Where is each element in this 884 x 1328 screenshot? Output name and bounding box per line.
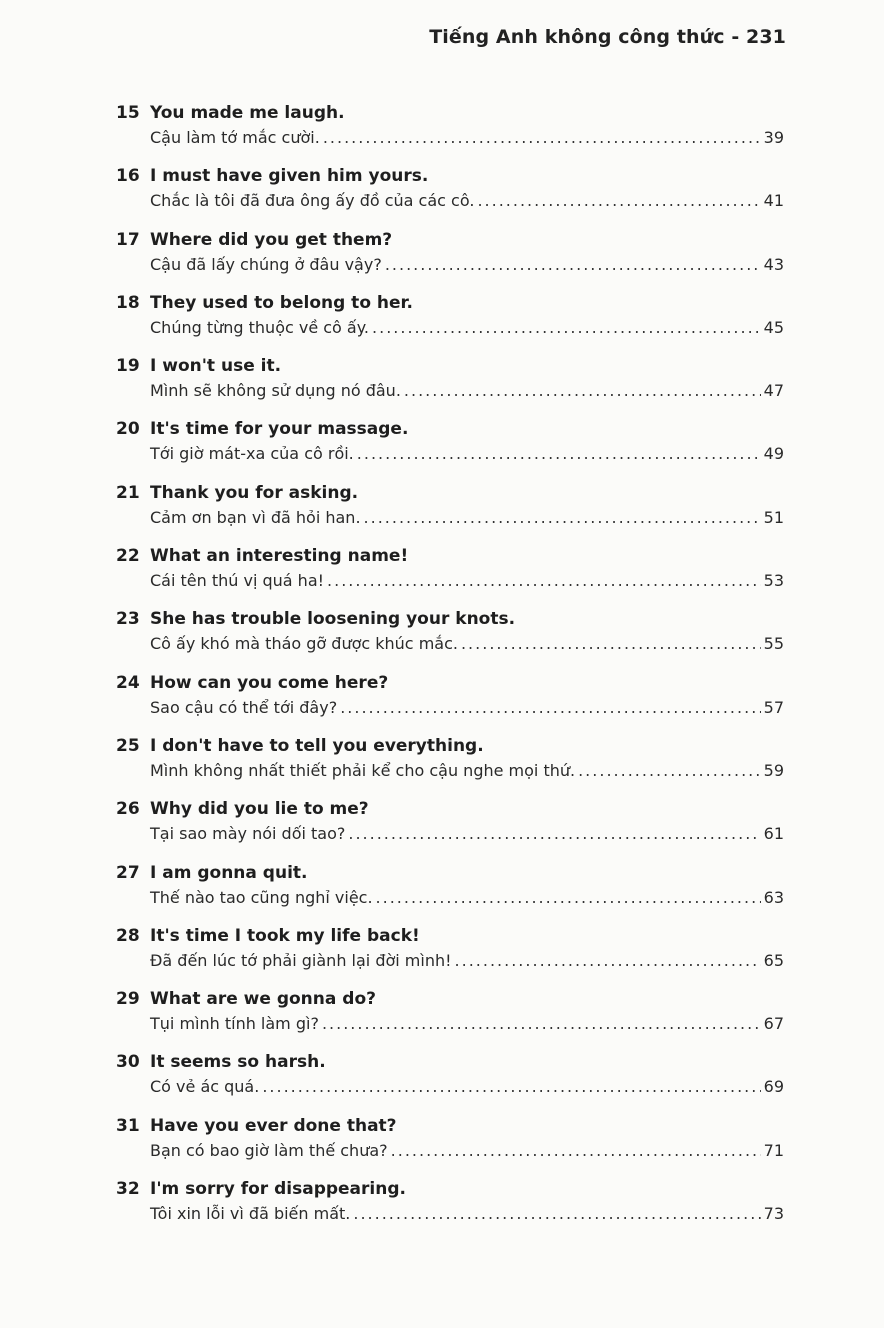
entry-english-title: Have you ever done that? [150,1115,397,1136]
toc-entry[interactable] [116,796,784,859]
entry-vietnamese-row [150,761,784,780]
entry-number: 27 [116,862,140,883]
dot-leader [322,1014,761,1033]
entry-vietnamese-row [150,508,784,527]
entry-english-title: I won't use it. [150,356,282,377]
entry-vietnamese-title: Cô ấy khó mà tháo gỡ được khúc mắc. [150,634,458,654]
toc-entry[interactable] [116,733,784,796]
entry-english-title: Why did you lie to me? [150,799,369,820]
entry-vietnamese-title: Cảm ơn bạn vì đã hỏi han. [150,507,361,527]
entry-vietnamese-title: Mình không nhất thiết phải kể cho cậu nghe mọi thứ. [150,760,576,780]
dot-leader [357,444,761,463]
entry-vietnamese-title: Cậu làm tớ mắc cười. [150,128,320,147]
entry-english-title: You made me laugh. [150,103,345,123]
entry-vietnamese-row [150,951,784,970]
entry-english-title: They used to belong to her. [150,292,413,313]
entry-number: 30 [116,1052,140,1073]
entry-vietnamese-title: Đã đến lúc tớ phải giành lại đời mình! [150,950,452,970]
entry-vietnamese-row [150,255,784,274]
entry-number: 25 [116,735,140,756]
entry-vietnamese-row [150,824,784,843]
entry-english-title: Thank you for asking. [150,482,359,503]
entry-number: 31 [116,1115,140,1136]
page-header: Tiếng Anh không công thức - 231 [429,26,786,48]
entry-number: 29 [116,989,140,1010]
dot-leader [323,128,761,147]
entry-page-number: 59 [763,760,784,780]
toc-entry[interactable] [116,163,784,226]
toc-entry[interactable] [116,1049,784,1112]
entry-number: 24 [116,672,140,693]
dot-leader [455,951,761,970]
entry-vietnamese-row [150,318,784,337]
entry-vietnamese-row [150,381,784,400]
entry-english-title: What an interesting name! [150,546,409,567]
toc-entry[interactable] [116,353,784,416]
entry-vietnamese-row [150,698,784,717]
entry-number: 15 [116,103,140,123]
entry-number: 21 [116,482,140,503]
dot-leader [578,761,761,780]
toc-entry[interactable] [116,923,784,986]
entry-page-number: 57 [763,697,784,717]
entry-page-number: 73 [763,1204,784,1224]
dot-leader [404,381,761,400]
entry-english-title: I am gonna quit. [150,862,308,883]
entry-number: 18 [116,292,140,313]
toc-entry[interactable] [116,1176,784,1239]
entry-english-title: I don't have to tell you everything. [150,735,484,756]
entry-page-number: 61 [763,824,784,844]
toc-entry[interactable] [116,100,784,163]
dot-leader [353,1204,760,1223]
entry-page-number: 53 [763,571,784,591]
entry-english-title: It seems so harsh. [150,1052,326,1073]
entry-number: 20 [116,419,140,440]
entry-vietnamese-row [150,444,784,463]
dot-leader [327,571,761,590]
entry-page-number: 55 [763,634,784,654]
toc-entry[interactable] [116,227,784,290]
toc-entry[interactable] [116,416,784,479]
toc-entry[interactable] [116,1113,784,1176]
entry-vietnamese-title: Tại sao mày nói dối tao? [150,824,346,844]
entry-vietnamese-title: Tôi xin lỗi vì đã biến mất. [150,1204,351,1224]
entry-vietnamese-title: Có vẻ ác quá. [150,1077,260,1097]
entry-number: 19 [116,356,140,377]
entry-vietnamese-row [150,888,784,907]
entry-number: 32 [116,1179,140,1200]
entry-english-title: I must have given him yours. [150,166,429,187]
dot-leader [348,824,760,843]
entry-number: 17 [116,229,140,250]
dot-leader [262,1077,760,1096]
entry-page-number: 41 [763,191,784,211]
entry-vietnamese-title: Cái tên thú vị quá ha! [150,571,325,591]
dot-leader [461,634,761,653]
toc-entry[interactable] [116,606,784,669]
entry-vietnamese-row [150,128,784,147]
toc-entry[interactable] [116,480,784,543]
entry-page-number: 63 [763,887,784,907]
toc-entry[interactable] [116,986,784,1049]
entry-number: 22 [116,546,140,567]
entry-page-number: 51 [763,507,784,527]
entry-english-title: It's time I took my life back! [150,925,420,946]
entry-number: 16 [116,166,140,187]
entry-page-number: 45 [763,317,784,337]
toc-entry[interactable] [116,670,784,733]
entry-english-title: She has trouble loosening your knots. [150,609,516,630]
entry-vietnamese-title: Chúng từng thuộc về cô ấy. [150,317,370,337]
entry-vietnamese-row [150,1141,784,1160]
entry-page-number: 69 [763,1077,784,1097]
entry-english-title: Where did you get them? [150,229,393,250]
entry-vietnamese-title: Tụi mình tính làm gì? [150,1014,319,1034]
entry-vietnamese-row [150,571,784,590]
dot-leader [391,1141,761,1160]
entry-vietnamese-row [150,191,784,210]
entry-page-number: 71 [763,1140,784,1160]
entry-vietnamese-row [150,634,784,653]
entry-vietnamese-title: Mình sẽ không sử dụng nó đâu. [150,381,401,401]
toc-entry[interactable] [116,543,784,606]
entry-english-title: How can you come here? [150,672,389,693]
entry-number: 26 [116,799,140,820]
table-of-contents [116,100,784,1239]
dot-leader [477,191,760,210]
entry-vietnamese-row [150,1014,784,1033]
entry-vietnamese-title: Thế nào tao cũng nghỉ việc. [150,887,373,907]
entry-vietnamese-title: Sao cậu có thể tới đây? [150,697,338,717]
entry-vietnamese-row [150,1077,784,1096]
entry-page-number: 49 [763,444,784,464]
dot-leader [376,888,761,907]
toc-entry[interactable] [116,860,784,923]
entry-vietnamese-title: Tới giờ mát-xa của cô rồi. [150,444,354,464]
dot-leader [364,508,761,527]
entry-number: 23 [116,609,140,630]
entry-page-number: 47 [763,381,784,401]
entry-english-title: What are we gonna do? [150,989,376,1010]
toc-entry[interactable] [116,290,784,353]
entry-vietnamese-title: Cậu đã lấy chúng ở đâu vậy? [150,254,382,274]
entry-vietnamese-title: Chắc là tôi đã đưa ông ấy đồ của các cô. [150,191,475,211]
entry-vietnamese-row [150,1204,784,1223]
dot-leader [340,698,760,717]
entry-vietnamese-title: Bạn có bao giờ làm thế chưa? [150,1140,388,1160]
dot-leader [372,318,761,337]
dot-leader [385,255,761,274]
entry-page-number: 65 [763,950,784,970]
entry-number: 28 [116,925,140,946]
entry-english-title: It's time for your massage. [150,419,409,440]
entry-page-number: 67 [763,1014,784,1034]
entry-english-title: I'm sorry for disappearing. [150,1179,406,1200]
entry-page-number: 39 [763,128,784,147]
entry-page-number: 43 [763,254,784,274]
